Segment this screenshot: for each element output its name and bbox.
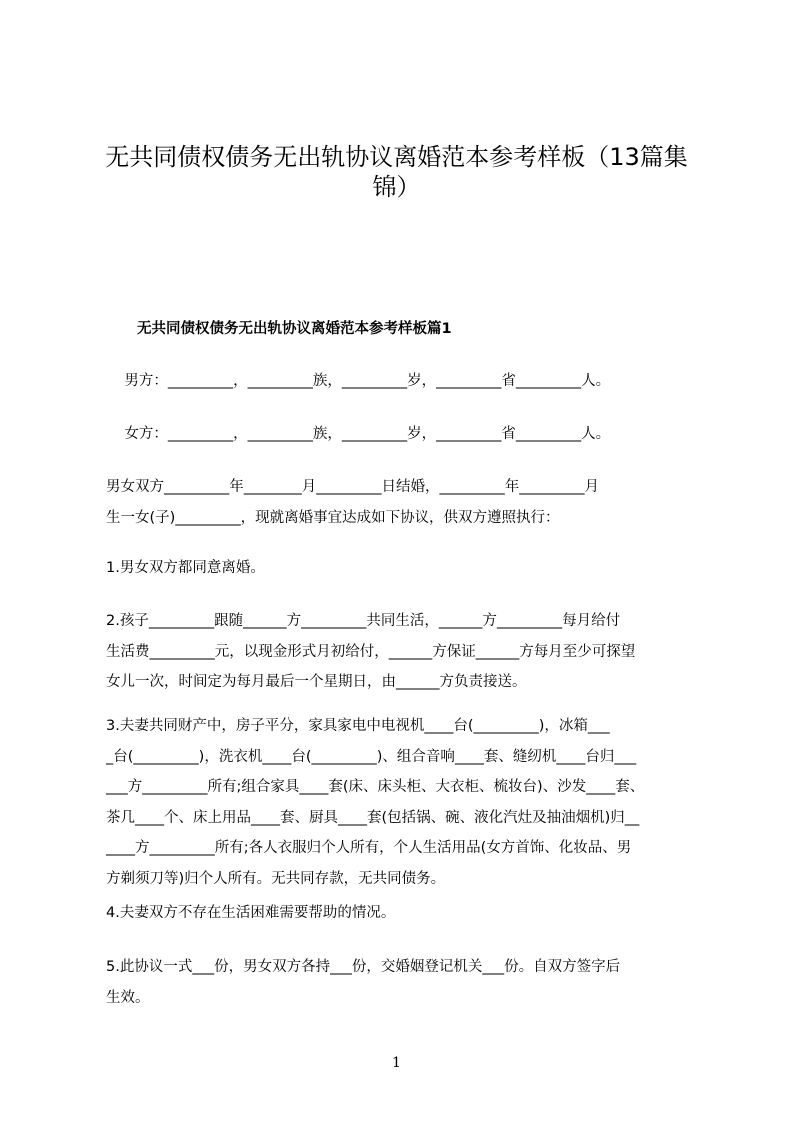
clause-3: 3.夫妻共同财产中，房子平分，家具家电中电视机____台(_________)，冰箱___ _台(_________)，洗衣机____台(_________)、组合音响____套、缝纫机____台归___ ___方_________所有;组合家具____套(床、床头柜、大衣柜、梳妆台)、沙发____套、 茶几____个、床上用品____套、厨具____套(包括锅、碗、液化汽灶及抽油烟机)归__ ____方_________所有;各人衣服归个人所有，个人生活用品(女方首饰、化妆品、男 方剃须刀等)归个人所有。无共同存款，无共同债务。	[106, 718, 645, 887]
male-info-line: 男方：_________，_________族，_________岁，_________省_________人。	[106, 373, 611, 389]
clause-4: 4.夫妻双方不存在生活困难需要帮助的情况。	[106, 905, 396, 921]
clause-2: 2.孩子_________跟随______方_________共同生活，______方_________每月给付 生活费_________元，以现金形式月初给付，______方保证______方每月至少可探望 女儿一次，时间定为每月最后一个星期日，由______方负责接送。	[106, 613, 636, 690]
page-number: 1	[392, 1055, 401, 1071]
clause-1: 1.男女双方都同意离婚。	[106, 560, 265, 576]
document-title: 无共同债权债务无出轨协议离婚范本参考样板（13篇集锦）	[105, 143, 688, 201]
section-heading: 无共同债权债务无出轨协议离婚范本参考样板篇1	[137, 321, 452, 337]
marriage-paragraph: 男女双方_________年________月_________日结婚，_________年_________月 生一女(子)_________，现就离婚事宜达成如下协议，供双方遵照执行：	[106, 479, 599, 526]
clause-5: 5.此协议一式___份，男女双方各持___份，交婚姻登记机关___份。自双方签字后 生效。	[106, 959, 621, 1006]
female-info-line: 女方：_________，_________族，_________岁，_________省_________人。	[106, 426, 611, 442]
